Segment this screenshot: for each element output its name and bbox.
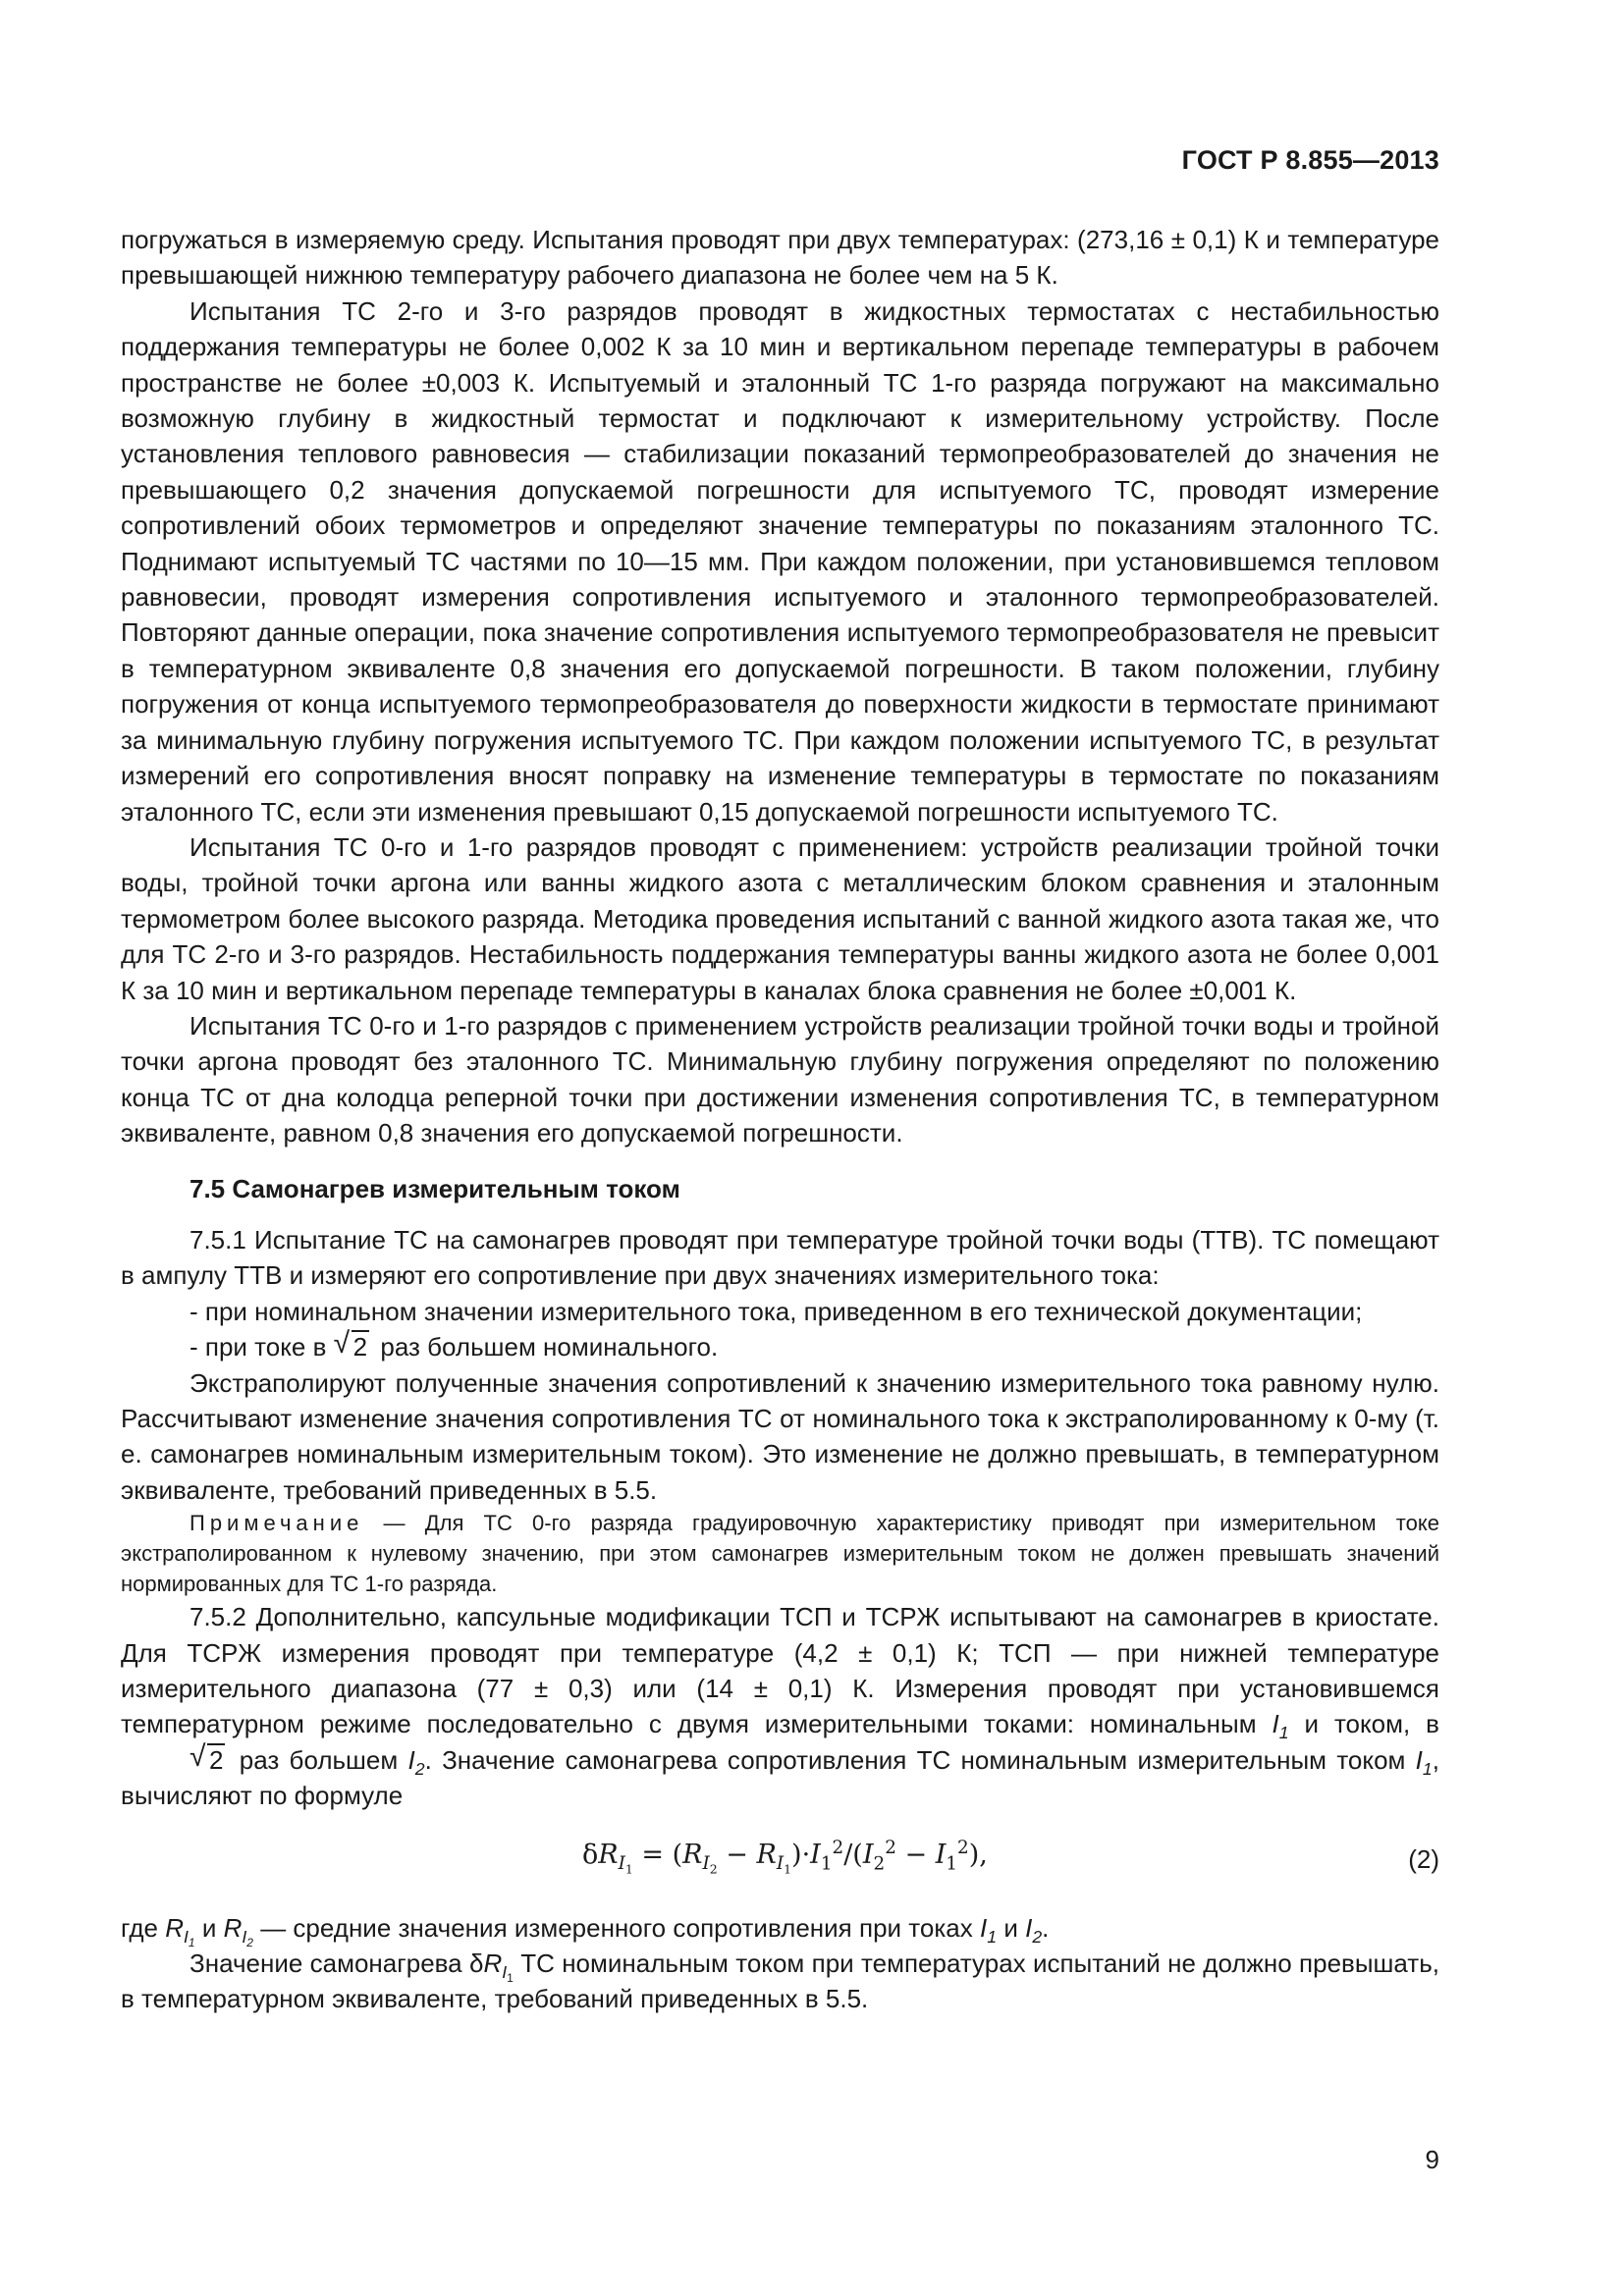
list-item — [189, 1294, 1439, 1329]
paragraph-text: Значение самонагрева — [189, 1949, 462, 1979]
list-item-text: при токе в — [204, 1332, 327, 1362]
sqrt-symbol — [334, 1329, 369, 1364]
paragraph-text: . Значение самонагрева сопротивления ТС номинальным измерительным током — [424, 1744, 1406, 1775]
paragraph-final-requirement — [121, 1946, 1439, 2017]
equation-number: (2) — [1408, 1843, 1439, 1874]
paragraph-where — [121, 1910, 1439, 1950]
current-symbol: $I_2$ — [1025, 1912, 1043, 1947]
current-values-list — [121, 1294, 1439, 1365]
note-text: — Для ТС 0-го разряда градуировочную характеристику приводят при измерительном токе экстраполированном к нулевому значению, при этом самонагрев измерительным током не должен превышать значений нормированных для ТС 1-го разряда. — [121, 1511, 1439, 1597]
paragraph-text: и током, в — [1304, 1709, 1439, 1739]
current-symbol — [1415, 1744, 1433, 1780]
page-number: 9 — [1425, 2145, 1439, 2174]
resistance-symbol: $R_{I_2}$ — [223, 1912, 253, 1950]
paragraph-text: , вычисляют по формуле — [121, 1744, 1439, 1811]
sqrt-symbol — [121, 1742, 225, 1778]
paragraph-class-0-1-tests: Испытания ТС 0-го и 1-го разрядов проводят с применением: устройств реализации тройной точки воды, тройной точки аргона или ванны жидкого азота с металлическим блоком сравнения и эталонным термометром более высокого разряда. Методика проведения испытаний с ванной жидкого азота такая же, что для ТС 2-го и 3-го разрядов. Нестабильность поддержания температуры ванны жидкого азота не более 0,001 К за 10 мин и вертикальном перепаде температуры в каналах блока сравнения не более ±0,001 К. — [121, 831, 1439, 1005]
self-heating-symbol: $\delta R_{I_1}$ — [468, 1949, 514, 1986]
sqrt-argument: 2 — [352, 1332, 368, 1362]
list-item-text: раз большем номинального. — [380, 1332, 719, 1362]
paragraph-text: ТС номинальным током при температурах испытаний не должно превышать, в температурном эквиваленте, требований приведенных в 5.5. — [121, 1949, 1439, 2014]
document-code-header: ГОСТ Р 8.855—2013 — [1181, 145, 1439, 175]
paragraph-text: и — [201, 1912, 217, 1943]
formula-row — [121, 1824, 1439, 1896]
paragraph-class-2-3-tests: Испытания ТС 2-го и 3-го разрядов проводят в жидкостных термостатах с нестабильностью поддержания температуры не более 0,002 К за 10 мин и вертикальном перепаде температуры в рабочем пространстве не более ±0,003 К. Испытуемый и эталонный ТС 1-го разряда погружают на максимально возможную глубину в жидкостный термостат и подключают к измерительному устройству. После установления теплового равновесия — стабилизации показаний термопреобразователей до значения не превышающего 0,2 значения допускаемой погрешности для испытуемого ТС, проводят измерение сопротивлений обоих термометров и определяют значение температуры по показаниям эталонного ТС. Поднимают испытуемый ТС частями по 10—15 мм. При каждом положении, при установившемся тепловом равновесии, проводят измерения сопротивления испытуемого и эталонного термопреобразователей. Повторяют данные операции, пока значение сопротивления испытуемого термопреобразователя не превысит в температурном эквиваленте 0,8 значения его допускаемой погрешности. В таком положении, глубину погружения от конца испытуемого термопреобразователя до поверхности жидкости в термостате принимают за минимальную глубину погружения испытуемого ТС. При каждом положении испытуемого ТС, в результат измерений его сопротивления вносят поправку на изменение температуры в термостате по показаниям эталонного ТС, если эти изменения превышают 0,15 допускаемой погрешности испытуемого ТС. — [121, 295, 1439, 827]
section-heading-7-5: 7.5 Самонагрев измерительным током — [189, 1173, 680, 1203]
symbol-letter: I — [1415, 1744, 1423, 1775]
paragraph-text: где — [121, 1912, 158, 1943]
self-heating-formula: $\delta R_{I_1} = (R_{I_2} - R_{I_1})\cdot I_1^2/(I_2^2 - I_1^2)$, — [582, 1837, 988, 1877]
list-item-text: при номинальном значении измерительного тока, приведенном в его технической документации; — [204, 1296, 1363, 1326]
paragraph-7-5-2 — [121, 1599, 1439, 1813]
symbol-letter: I — [407, 1744, 415, 1775]
paragraph-text: 7.5.2 Дополнительно, капсульные модификации ТСП и ТСРЖ испытывают на самонагрев в криостате. Для ТСРЖ измерения проводят при температуре (4,2 ± 0,1) К; ТСП — при нижней температуре измерительного диапазона (77 ± 0,3) или (14 ± 0,1) К. Измерения проводят при установившемся температурном режиме последовательно с двумя измерительными токами: номинальным — [121, 1602, 1439, 1739]
current-symbol — [1272, 1709, 1289, 1743]
list-item — [189, 1329, 1439, 1364]
document-body — [121, 222, 1439, 2017]
paragraph-text: — средние значения измеренного сопротивления при токах — [260, 1912, 973, 1943]
paragraph-text: раз большем — [239, 1744, 399, 1775]
paragraph-text: и — [1003, 1912, 1018, 1943]
paragraph-text: . — [1042, 1912, 1050, 1943]
paragraph-triple-point-tests: Испытания ТС 0-го и 1-го разрядов с применением устройств реализации тройной точки воды и тройной точки аргона проводят без эталонного ТС. Минимальную глубину погружения определяют по положению конца ТС от дна колодца реперной точки при достижении изменения сопротивления ТС, в температурном эквиваленте, равном 0,8 значения его допускаемой погрешности. — [121, 1010, 1439, 1148]
symbol-letter: I — [1272, 1709, 1279, 1739]
paragraph-continued: погружаться в измеряемую среду. Испытания проводят при двух температурах: (273,16 ± 0,1) К и температуре превышающей нижнюю температуру рабочего диапазона не более чем на 5 К. — [121, 225, 1439, 291]
note-label: Примечание — [189, 1511, 364, 1536]
paragraph-extrapolation: Экстраполируют полученные значения сопротивлений к значению измерительного тока равному нулю. Рассчитывают изменение значения сопротивления ТС от номинального тока к экстраполированному к 0-му (т. е. самонагрев номинальным измерительным током). Это изменение не должно превышать, в температурном эквиваленте, требований приведенных в 5.5. — [121, 1367, 1439, 1505]
resistance-symbol: $R_{I_1}$ — [165, 1912, 195, 1950]
subscript: 2 — [414, 1759, 425, 1780]
sqrt-argument: 2 — [209, 1744, 224, 1775]
current-symbol — [407, 1744, 425, 1780]
subscript: 1 — [1422, 1759, 1433, 1780]
current-symbol: $I_1$ — [980, 1912, 998, 1947]
paragraph-7-5-1: 7.5.1 Испытание ТС на самонагрев проводят при температуре тройной точки воды (ТТВ). ТС помещают в ампулу ТТВ и измеряют его сопротивление при двух значениях измерительного тока: — [121, 1224, 1439, 1291]
subscript: 1 — [1278, 1723, 1289, 1743]
note-block — [121, 1508, 1439, 1599]
